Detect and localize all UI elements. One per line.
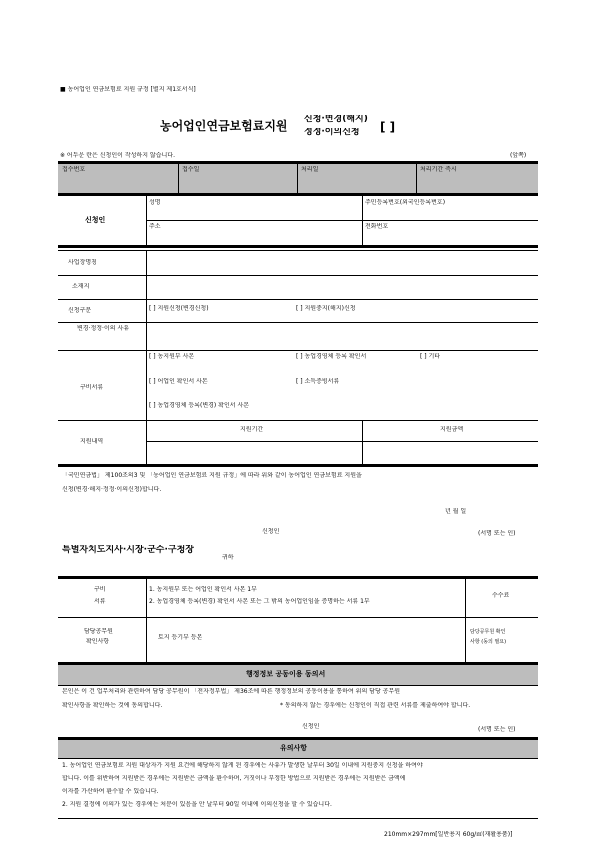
title-option-correct: 정정·이의신청 — [304, 128, 360, 137]
doc-option-2[interactable]: [ ] 어업인 확인서 사본 — [149, 378, 208, 385]
form-title: 농어업인연금보험료지원 — [160, 119, 288, 133]
fee-label: 수수료 — [492, 592, 510, 599]
docs-line-1: 1. 농지원부 또는 어업인 확인서 사본 1부 — [149, 586, 257, 593]
option-apply[interactable]: [ ] 지원신청(변경신청) — [149, 305, 209, 312]
notice-header: 유의사항 — [280, 744, 308, 752]
consent-signature: (서명 또는 인) — [478, 726, 516, 733]
declaration-applicant-label: 신청인 — [262, 528, 280, 535]
receipt-number-label: 접수번호 — [62, 166, 86, 173]
recipient-office: 특별자치도지사·시장·군수·구청장 — [62, 545, 194, 555]
form-reference: ■ 농어업인 연금보험료 지원 규정 [별지 제1호서식] — [60, 86, 196, 93]
application-type-label: 신청구분 — [68, 307, 92, 314]
title-bracket: [ ] — [380, 120, 396, 134]
consent-header: 행정정보 공동이용 동의서 — [246, 670, 326, 678]
applicant-label: 신청인 — [85, 216, 106, 224]
declaration-date: 년 월 일 — [445, 508, 467, 515]
title-option-apply: 신청·변경(해지) — [304, 115, 368, 124]
page-indicator: (앞쪽) — [510, 152, 527, 159]
notice-line-2: 합니다. 이를 위반하여 지원받은 경우에는 지원받은 금액을 환수하며, 거짓이나 부정한 방법으로 지원받은 경우에는 지원받은 금액에 — [62, 775, 406, 782]
recipient-suffix: 귀하 — [222, 554, 234, 561]
fee-note-2: 사항 (동의 필요) — [470, 639, 507, 645]
consent-text-2: 확인사항을 확인하는 것에 동의합니다. — [62, 702, 163, 709]
declaration-line-2: 신청(변경·해지·정정·이의신청)합니다. — [62, 486, 162, 493]
doc-option-6[interactable]: [ ] 농업경영체 등록(변경) 확인서 사본 — [149, 402, 250, 409]
option-stop[interactable]: [ ] 지원중지(해지)신청 — [296, 305, 356, 312]
applicant-phone-label: 전화번호 — [365, 223, 389, 230]
notice-line-4: 2. 지원 결정에 이의가 있는 경우에는 처분이 있음을 안 날부터 90일 이내에 이의신청을 할 수 있습니다. — [62, 801, 332, 808]
notice-line-1: 1. 농어업인 연금보험료 지원 대상자가 지원 요건에 해당하지 않게 된 경우에는 사유가 발생한 날부터 30일 이내에 지원중지 신청을 하여야 — [62, 762, 423, 769]
doc-option-1[interactable]: [ ] 농지원부 사본 — [149, 353, 195, 360]
receipt-row — [58, 164, 538, 193]
support-amount-label: 지원금액 — [440, 426, 464, 433]
workplace-name-label: 사업장명칭 — [68, 259, 97, 266]
consent-applicant-label: 신청인 — [302, 723, 320, 730]
support-period-label: 지원기간 — [240, 426, 264, 433]
consent-text-3: * 동의하지 않는 경우에는 신청인이 직접 관련 서류를 제출하여야 합니다. — [280, 702, 471, 709]
process-date-label: 처리일 — [301, 166, 319, 173]
docs-line-2: 2. 농업경영체 등록(변경) 확인서 사본 또는 그 밖의 농어업인임을 증명하는 서류 1부 — [149, 598, 370, 605]
documents-label: 구비서류 — [80, 384, 104, 391]
notice-line-3: 이자를 가산하여 환수할 수 있습니다. — [62, 788, 159, 795]
doc-option-3[interactable]: [ ] 기타 — [420, 353, 441, 360]
support-details-label: 지원내역 — [80, 438, 104, 445]
process-period-label: 처리기간 즉시 — [420, 166, 457, 173]
declaration-signature: (서명 또는 인) — [478, 530, 516, 537]
officer-check-label-2: 확인사항 — [86, 638, 110, 645]
docs-header-1: 구비 — [94, 586, 106, 593]
applicant-rrn-label: 주민등록번호(외국인등록번호) — [365, 199, 446, 206]
consent-text-1: 본인은 이 건 업무처리와 관련하여 담당 공무원이 「전자정부법」 제36조에 따른 행정정보의 공동이용을 통하여 위의 담당 공무원 — [62, 688, 401, 695]
docs-header-2: 서류 — [94, 598, 106, 605]
change-reason-label: 변경·정정·이의 사유 — [76, 325, 130, 332]
officer-check-label-1: 담당공무원 — [84, 628, 113, 635]
fee-note-1: 담당공무원 확인 — [470, 629, 506, 635]
location-label: 소재지 — [72, 283, 90, 290]
paper-spec: 210mm×297mm[일반용지 60g/㎡(재활용품)] — [384, 831, 513, 838]
applicant-name-label: 성명 — [149, 199, 161, 206]
applicant-address-label: 주소 — [149, 223, 161, 230]
shaded-note: ※ 어두운 란은 신청인이 작성하지 않습니다. — [60, 152, 176, 159]
declaration-line-1: 「국민연금법」 제100조의3 및 「농어업인 연금보험료 지원 규정」에 따라 위와 같이 농어업인 연금보험료 지원을 — [62, 472, 362, 479]
doc-option-4[interactable]: [ ] 농업경영체 등록 확인서 — [296, 353, 367, 360]
receipt-date-label: 접수일 — [182, 166, 200, 173]
officer-check-text: 토지 등기부 등본 — [158, 634, 203, 641]
doc-option-5[interactable]: [ ] 소득증빙서류 — [296, 378, 340, 385]
